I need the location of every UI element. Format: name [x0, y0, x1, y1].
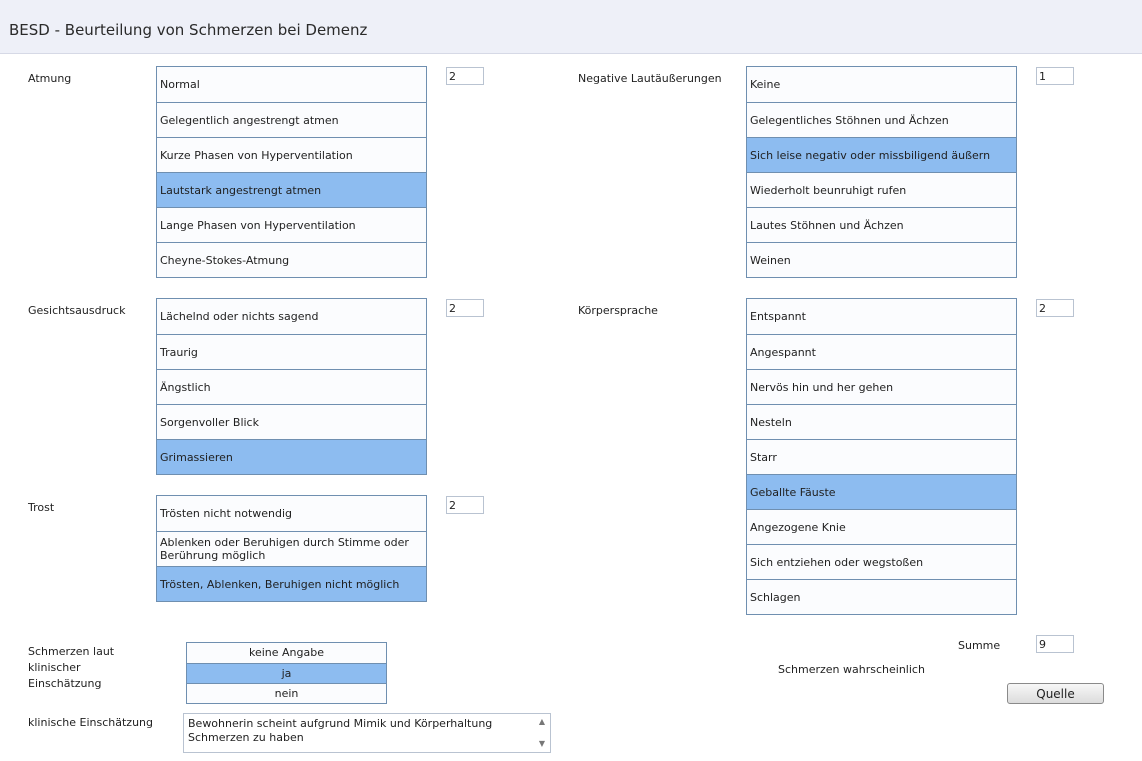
laut-option-weinen[interactable]: Weinen [747, 242, 1016, 277]
koerper-option-entspannt[interactable]: Entspannt [747, 299, 1016, 334]
atmung-option-kurze-phasen-von-hyperventilation[interactable]: Kurze Phasen von Hyperventilation [157, 137, 426, 172]
gesicht-option-angstlich[interactable]: Ängstlich [157, 369, 426, 404]
koerper-score-field[interactable]: 2 [1036, 299, 1074, 317]
laut-score-field[interactable]: 1 [1036, 67, 1074, 85]
laut-option-sich-leise-negativ-oder-missbiligend-au-ern[interactable]: Sich leise negativ oder missbiligend äußern [747, 137, 1016, 172]
koerper-option-geballte-fauste[interactable]: Geballte Fäuste [747, 474, 1016, 509]
klinisch-label: klinische Einschätzung [28, 716, 154, 729]
trost-option-ablenken-oder-beruhigen-durch-stimme-oder-beruhrung-moglich[interactable]: Ablenken oder Beruhigen durch Stimme oder Berührung möglich [157, 531, 426, 566]
koerper-option-nesteln[interactable]: Nesteln [747, 404, 1016, 439]
koerper-option-schlagen[interactable]: Schlagen [747, 579, 1016, 614]
schmerzen-option-ja[interactable]: ja [187, 663, 386, 683]
gesicht-score-field[interactable]: 2 [446, 299, 484, 317]
trost-label: Trost [28, 501, 55, 514]
koerper-option-sich-entziehen-oder-wegsto-en[interactable]: Sich entziehen oder wegstoßen [747, 544, 1016, 579]
trost-option-trosten-ablenken-beruhigen-nicht-moglich[interactable]: Trösten, Ablenken, Beruhigen nicht möglich [157, 566, 426, 601]
summe-field[interactable]: 9 [1036, 635, 1074, 653]
trost-option-trosten-nicht-notwendig[interactable]: Trösten nicht notwendig [157, 496, 426, 531]
textarea-scrollbar[interactable] [535, 715, 549, 751]
atmung-option-gelegentlich-angestrengt-atmen[interactable]: Gelegentlich angestrengt atmen [157, 102, 426, 137]
schmerzen-option-nein[interactable]: nein [187, 683, 386, 703]
atmung-option-lange-phasen-von-hyperventilation[interactable]: Lange Phasen von Hyperventilation [157, 207, 426, 242]
klinisch-text: Bewohnerin scheint aufgrund Mimik und Körperhaltung Schmerzen zu haben [188, 717, 493, 744]
gesicht-options [156, 298, 427, 475]
laut-option-lautes-stohnen-und-achzen[interactable]: Lautes Stöhnen und Ächzen [747, 207, 1016, 242]
trost-score-field[interactable]: 2 [446, 496, 484, 514]
laut-option-gelegentliches-stohnen-und-achzen[interactable]: Gelegentliches Stöhnen und Ächzen [747, 102, 1016, 137]
koerper-option-nervos-hin-und-her-gehen[interactable]: Nervös hin und her gehen [747, 369, 1016, 404]
atmung-option-lautstark-angestrengt-atmen[interactable]: Lautstark angestrengt atmen [157, 172, 426, 207]
koerper-options [746, 298, 1017, 615]
koerper-option-starr[interactable]: Starr [747, 439, 1016, 474]
scroll-down-icon[interactable]: ▼ [538, 739, 546, 748]
gesicht-option-sorgenvoller-blick[interactable]: Sorgenvoller Blick [157, 404, 426, 439]
atmung-option-cheyne-stokes-atmung[interactable]: Cheyne-Stokes-Atmung [157, 242, 426, 277]
gesicht-label: Gesichtsausdruck [28, 304, 126, 317]
atmung-option-normal[interactable]: Normal [157, 67, 426, 102]
summe-label: Summe [958, 639, 1001, 652]
atmung-label: Atmung [28, 72, 72, 85]
koerper-option-angespannt[interactable]: Angespannt [747, 334, 1016, 369]
window-title: BESD - Beurteilung von Schmerzen bei Demenz [9, 21, 368, 39]
schmerzen-option-keine-angabe[interactable]: keine Angabe [187, 643, 386, 663]
schmerzen-options [186, 642, 387, 704]
trost-options [156, 495, 427, 602]
klinisch-textarea[interactable] [183, 713, 551, 753]
koerper-label: Körpersprache [578, 304, 658, 317]
laut-option-keine[interactable]: Keine [747, 67, 1016, 102]
atmung-options [156, 66, 427, 278]
gesicht-option-traurig[interactable]: Traurig [157, 334, 426, 369]
scroll-up-icon[interactable]: ▲ [538, 717, 546, 726]
laut-options [746, 66, 1017, 278]
summe-status: Schmerzen wahrscheinlich [778, 663, 925, 676]
laut-option-wiederholt-beunruhigt-rufen[interactable]: Wiederholt beunruhigt rufen [747, 172, 1016, 207]
quelle-button[interactable]: Quelle [1007, 683, 1104, 704]
laut-label: Negative Lautäußerungen [578, 72, 722, 85]
title-bar [0, 0, 1142, 54]
atmung-score-field[interactable]: 2 [446, 67, 484, 85]
koerper-option-angezogene-knie[interactable]: Angezogene Knie [747, 509, 1016, 544]
gesicht-option-lachelnd-oder-nichts-sagend[interactable]: Lächelnd oder nichts sagend [157, 299, 426, 334]
schmerzen-label: Schmerzen laut klinischer Einschätzung [28, 645, 115, 690]
gesicht-option-grimassieren[interactable]: Grimassieren [157, 439, 426, 474]
